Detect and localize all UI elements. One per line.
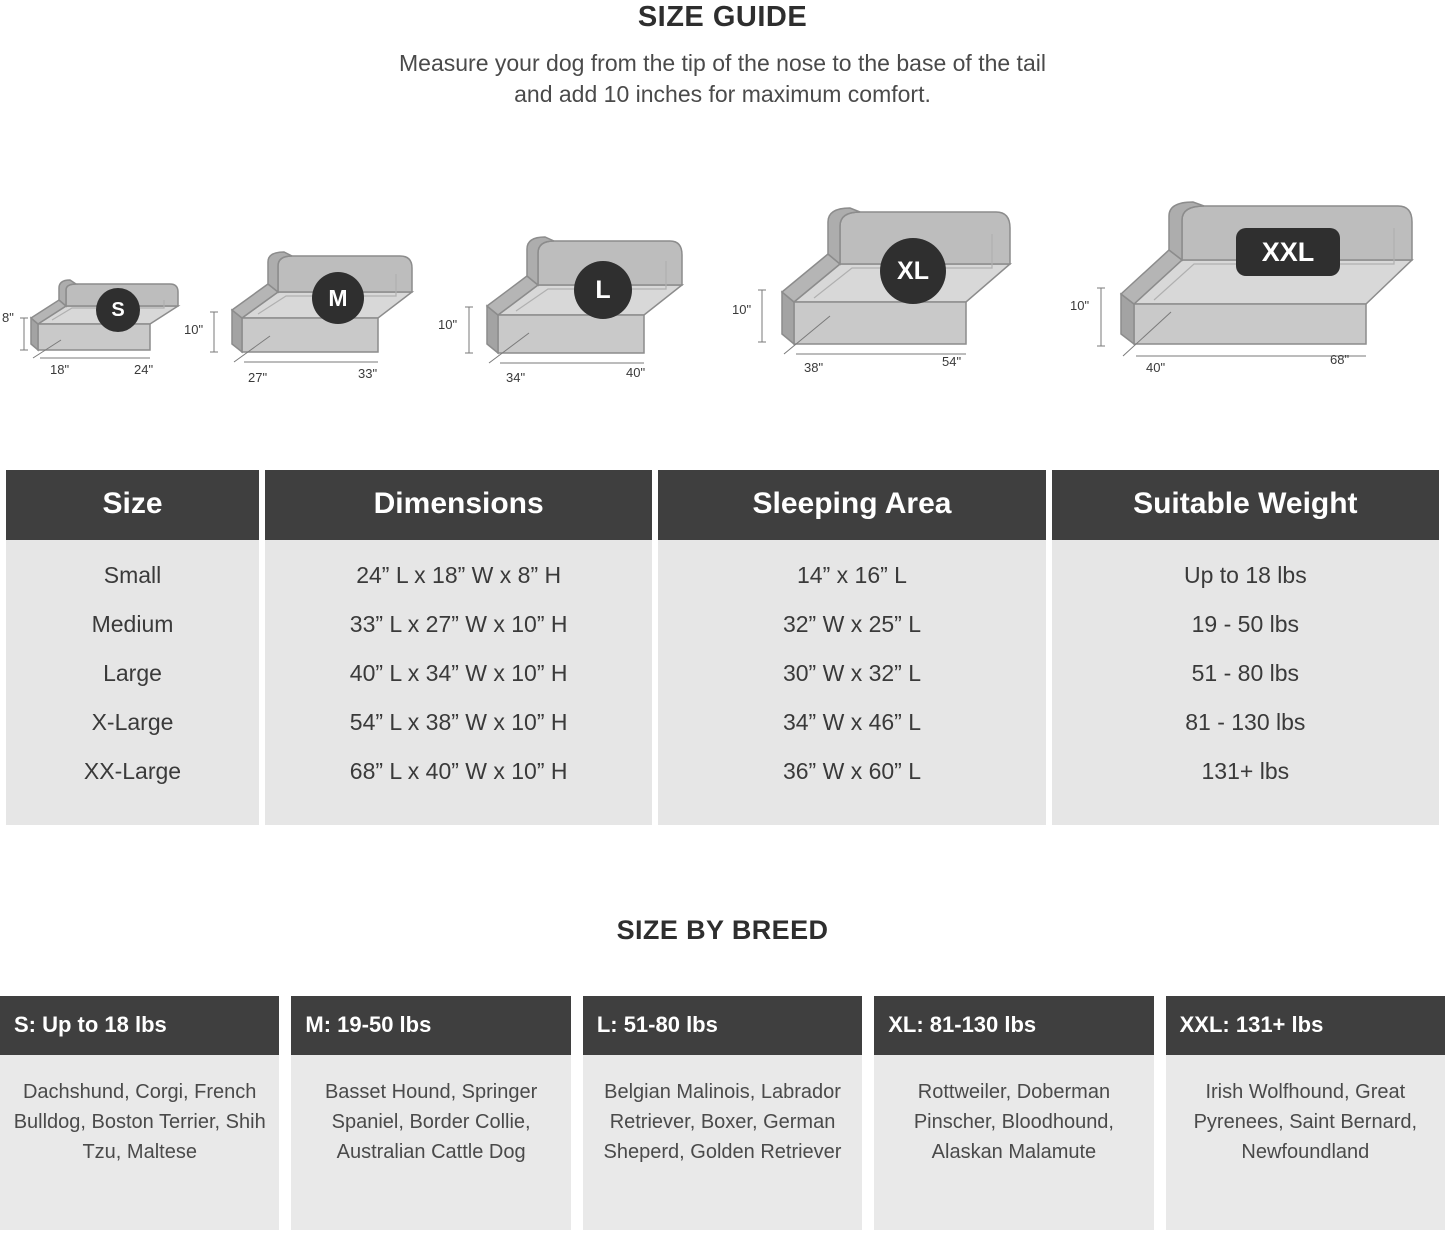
- breed-column-xxlarge: [1166, 996, 1445, 1230]
- cell-suitable-weight: 19 - 50 lbs: [1052, 600, 1439, 649]
- dim-width-small: 18": [50, 362, 70, 377]
- size-badge-label: XL: [897, 256, 929, 285]
- breed-list-small: Dachshund, Corgi, French Bulldog, Boston Terrier, Shih Tzu, Maltese: [0, 1055, 279, 1230]
- bed-illustration-xlarge: [728, 202, 1018, 392]
- dimension-lines-large: [440, 295, 690, 371]
- breed-column-xlarge: [874, 996, 1153, 1230]
- dim-height-medium: 10": [184, 322, 204, 337]
- dim-length-xxlarge: 68": [1330, 352, 1350, 367]
- dim-height-xxlarge: 10": [1070, 298, 1090, 313]
- bed-illustration-large: [440, 227, 690, 392]
- breed-list-medium: Basset Hound, Springer Spaniel, Border Collie, Australian Cattle Dog: [291, 1055, 570, 1230]
- dim-height-large: 10": [438, 317, 458, 332]
- breed-column-large: [583, 996, 862, 1230]
- breed-header-xlarge: XL: 81-130 lbs: [874, 996, 1153, 1055]
- breed-header-xxlarge: XXL: 131+ lbs: [1166, 996, 1445, 1055]
- cell-sleeping-area: 34” W x 46” L: [658, 698, 1045, 747]
- breed-header-medium: M: 19-50 lbs: [291, 996, 570, 1055]
- dim-width-xxlarge: 40": [1146, 360, 1166, 375]
- cell-sleeping-area: 32” W x 25” L: [658, 600, 1045, 649]
- column-header-size: Size: [6, 470, 259, 540]
- dim-width-xlarge: 38": [804, 360, 824, 375]
- breed-list-xlarge: Rottweiler, Doberman Pinscher, Bloodhound, Alaskan Malamute: [874, 1055, 1153, 1230]
- size-badge-label: XXL: [1261, 236, 1315, 267]
- column-header-suitable-weight: Suitable Weight: [1052, 470, 1439, 540]
- cell-sleeping-area: 30” W x 32” L: [658, 649, 1045, 698]
- dim-height-small: 8": [2, 310, 14, 325]
- dimension-lines-medium: [190, 300, 420, 370]
- size-badge-label: M: [328, 284, 348, 311]
- dim-height-xlarge: 10": [732, 302, 752, 317]
- size-table-head: [6, 470, 1439, 540]
- breed-header-large: L: 51-80 lbs: [583, 996, 862, 1055]
- breed-list-large: Belgian Malinois, Labrador Retriever, Boxer, German Sheperd, Golden Retriever: [583, 1055, 862, 1230]
- cell-suitable-weight: 81 - 130 lbs: [1052, 698, 1439, 747]
- page-header: [0, 0, 1445, 110]
- table-header-row: [6, 470, 1439, 540]
- size-badge-xxlarge: [1236, 228, 1340, 276]
- bed-illustration-small: [2, 262, 186, 382]
- breed-column-small: [0, 996, 279, 1230]
- dimension-lines-xxlarge: [1060, 274, 1420, 364]
- page-title: SIZE GUIDE: [637, 1, 808, 33]
- dim-length-small: 24": [134, 362, 154, 377]
- breed-list-xxlarge: Irish Wolfhound, Great Pyrenees, Saint Bernard, Newfoundland: [1166, 1055, 1445, 1230]
- cell-size: Large: [6, 649, 259, 698]
- dimension-lines-xlarge: [728, 280, 1018, 362]
- bed-illustrations: [0, 132, 1445, 392]
- breed-column-medium: [291, 996, 570, 1230]
- cell-dimensions: 68” L x 40” W x 10” H: [265, 747, 652, 825]
- table-row: [6, 649, 1439, 698]
- cell-suitable-weight: Up to 18 lbs: [1052, 540, 1439, 600]
- table-row: [6, 747, 1439, 825]
- size-table-wrapper: [0, 470, 1445, 825]
- bed-illustration-medium: [184, 240, 420, 390]
- cell-size: Medium: [6, 600, 259, 649]
- table-row: [6, 698, 1439, 747]
- cell-size: Small: [6, 540, 259, 600]
- dimension-lines-small: [6, 302, 186, 362]
- breed-header-small: S: Up to 18 lbs: [0, 996, 279, 1055]
- table-row: [6, 540, 1439, 600]
- column-header-sleeping-area: Sleeping Area: [658, 470, 1045, 540]
- cell-size: X-Large: [6, 698, 259, 747]
- bed-illustration-xxlarge: [1060, 192, 1420, 392]
- table-row: [6, 600, 1439, 649]
- cell-sleeping-area: 36” W x 60” L: [658, 747, 1045, 825]
- cell-dimensions: 24” L x 18” W x 8” H: [265, 540, 652, 600]
- size-badge-label: L: [595, 275, 611, 304]
- cell-dimensions: 33” L x 27” W x 10” H: [265, 600, 652, 649]
- cell-dimensions: 54” L x 38” W x 10” H: [265, 698, 652, 747]
- cell-size: XX-Large: [6, 747, 259, 825]
- cell-dimensions: 40” L x 34” W x 10” H: [265, 649, 652, 698]
- dim-length-medium: 33": [358, 366, 378, 381]
- cell-suitable-weight: 51 - 80 lbs: [1052, 649, 1439, 698]
- dim-length-large: 40": [626, 365, 646, 380]
- breed-columns: [0, 996, 1445, 1230]
- cell-sleeping-area: 14” x 16” L: [658, 540, 1045, 600]
- subtitle-line-1: Measure your dog from the tip of the nose to the base of the tail: [399, 50, 1046, 76]
- column-header-dimensions: Dimensions: [265, 470, 652, 540]
- size-table-body: [6, 540, 1439, 825]
- breed-section-title: SIZE BY BREED: [616, 915, 829, 945]
- size-table: [0, 470, 1445, 825]
- cell-suitable-weight: 131+ lbs: [1052, 747, 1439, 825]
- dim-width-large: 34": [506, 370, 526, 385]
- dim-length-xlarge: 54": [942, 354, 962, 369]
- page-subtitle: [0, 48, 1445, 110]
- dim-width-medium: 27": [248, 370, 268, 385]
- size-badge-label: S: [111, 298, 125, 321]
- subtitle-line-2: and add 10 inches for maximum comfort.: [514, 81, 931, 107]
